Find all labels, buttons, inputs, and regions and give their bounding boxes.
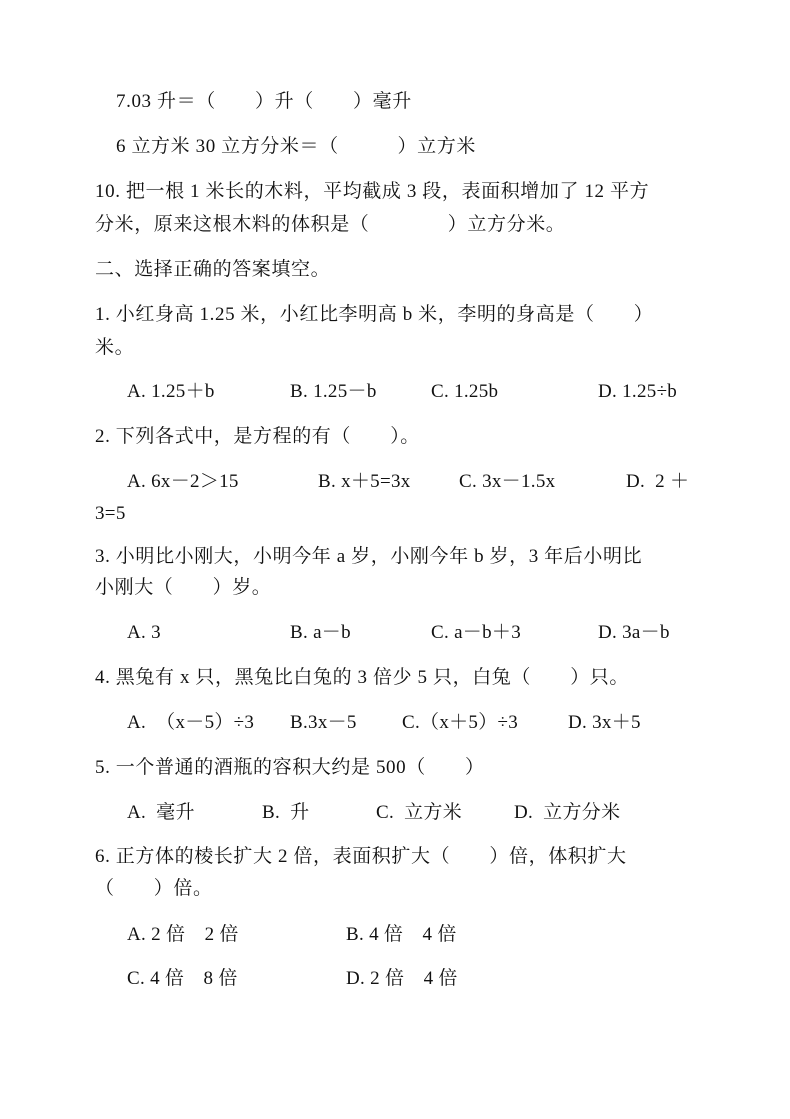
question-3-line2: 小刚大（ ）岁。 [95,577,272,598]
question-6-option-b: B. 4 倍 4 倍 [346,924,457,945]
question-6-option-d: D. 2 倍 4 倍 [346,968,458,989]
question-2-option-d: D. 2 ＋ [626,471,690,492]
question-2-option-a: A. 6x－2＞15 [127,471,239,492]
question-4-option-c: C.（x＋5）÷3 [402,712,519,733]
fill-blank-liters: 7.03 升＝（ ）升（ ）毫升 [116,91,412,112]
question-5-option-a: A. 毫升 [127,802,195,823]
question-4-option-b: B.3x－5 [290,712,357,733]
question-5-line1: 5. 一个普通的酒瓶的容积大约是 500（ ） [95,757,485,778]
question-1-option-b: B. 1.25－b [290,381,377,402]
question-5-option-c: C. 立方米 [376,802,463,823]
question-1-option-c: C. 1.25b [431,381,499,402]
question-6-option-a: A. 2 倍 2 倍 [127,924,239,945]
question-2-option-b: B. x＋5=3x [318,471,411,492]
question-10-line2: 分米，原来这根木料的体积是（ ）立方分米。 [95,214,566,235]
question-4-option-d: D. 3x＋5 [568,712,641,733]
section-heading: 二、选择正确的答案填空。 [95,259,331,280]
question-1-option-d: D. 1.25÷b [598,381,678,402]
question-4-line1: 4. 黑兔有 x 只，黑兔比白兔的 3 倍少 5 只，白兔（ ）只。 [95,667,630,688]
question-1-option-a: A. 1.25＋b [127,381,215,402]
question-3-line1: 3. 小明比小刚大，小明今年 a 岁，小刚今年 b 岁，3 年后小明比 [95,546,643,567]
question-6-line2: （ ）倍。 [95,878,213,899]
question-5-option-d: D. 立方分米 [514,802,621,823]
question-4-option-a: A. （x－5）÷3 [127,712,255,733]
question-3-option-b: B. a－b [290,622,351,643]
fill-blank-cubic: 6 立方米 30 立方分米＝（ ）立方米 [116,136,476,157]
question-1-line2: 米。 [95,337,135,358]
question-3-option-c: C. a－b＋3 [431,622,522,643]
question-6-option-c: C. 4 倍 8 倍 [127,968,238,989]
question-10-line1: 10. 把一根 1 米长的木料，平均截成 3 段，表面积增加了 12 平方 [95,181,650,202]
question-3-option-d: D. 3a－b [598,622,670,643]
question-5-option-b: B. 升 [262,802,310,823]
question-2-option-c: C. 3x－1.5x [459,471,556,492]
question-2-line1: 2. 下列各式中，是方程的有（ ）。 [95,426,420,447]
question-2-option-d-wrap: 3=5 [95,503,126,524]
question-3-option-a: A. 3 [127,622,161,643]
question-1-line1: 1. 小红身高 1.25 米，小红比李明高 b 米，李明的身高是（ ） [95,304,654,325]
question-6-line1: 6. 正方体的棱长扩大 2 倍，表面积扩大（ ）倍，体积扩大 [95,846,627,867]
